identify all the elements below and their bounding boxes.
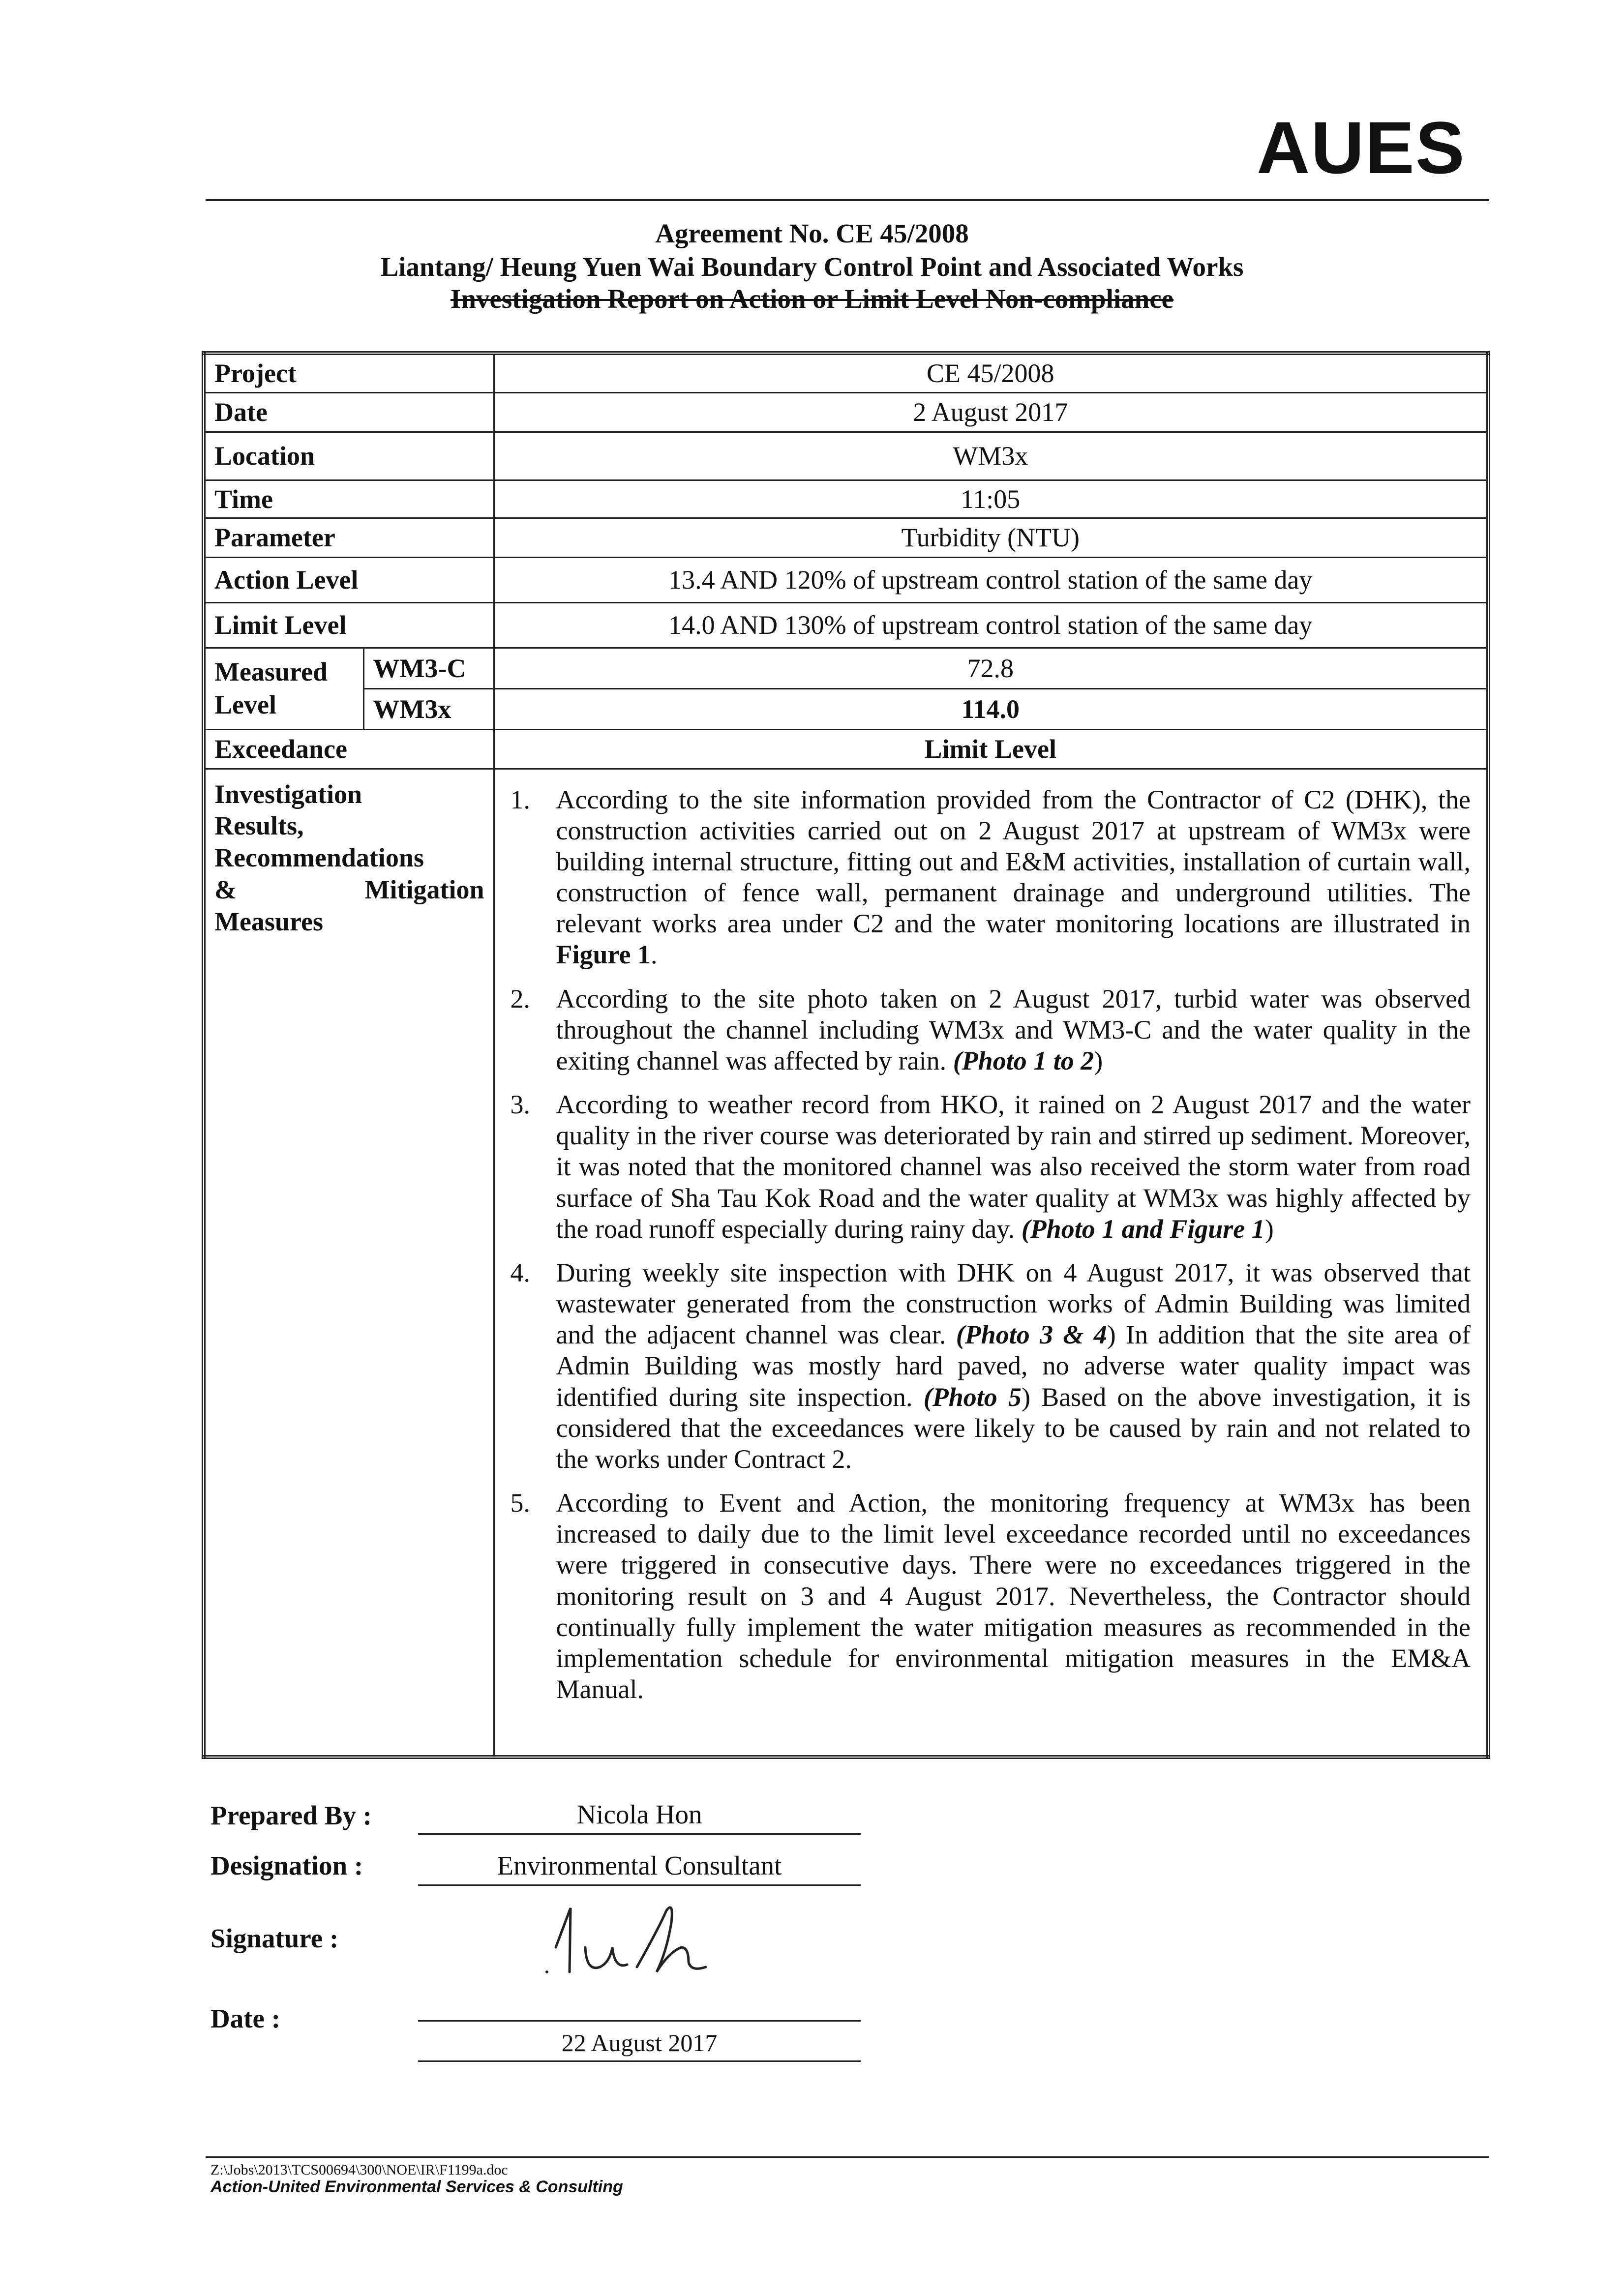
prepared-by-label: Prepared By : (211, 1800, 372, 1830)
measured-value-wm3c: 72.8 (494, 648, 1488, 688)
finding-ref-2: (Photo 1 to 2 (953, 1045, 1094, 1075)
measured-station-wm3x: WM3x (363, 688, 494, 729)
measured-level-label: Measured Level (204, 648, 363, 729)
header-rule (206, 199, 1489, 201)
designation-line (418, 1884, 861, 1886)
finding-item-5 (500, 1488, 1471, 1705)
finding-ref-3: (Photo 1 and Figure 1 (1021, 1214, 1265, 1244)
date-signoff-bottom-line (418, 2060, 861, 2062)
finding-number-2: 2. (510, 984, 530, 1014)
measured-value-wm3x: 114.0 (494, 688, 1488, 729)
investigation-label-mitigation: Mitigation (364, 874, 484, 904)
investigation-label (204, 769, 494, 1757)
designation-value: Environmental Consultant (497, 1850, 782, 1880)
report-title-text: Investigation Report on Action or Limit Level Non-compliance (450, 284, 1174, 314)
date-signoff-label: Date : (211, 2003, 281, 2033)
finding-number-4: 4. (510, 1257, 530, 1287)
parameter-value: Turbidity (NTU) (494, 518, 1488, 557)
finding-text-3: According to weather record from HKO, it rained on 2 August 2017 and the water quality in the river course was deteriorated by rain and stirred up sediment. Moreover, it was noted that the monitored channel was also received the storm water from road surface of Sha Tau Kok Road and the water quality at WM3x was highly affected by the road runoff especially during rainy day. (556, 1090, 1471, 1244)
finding-item-3 (500, 1089, 1471, 1245)
aues-logo: AUES (1257, 106, 1466, 189)
location-value: WM3x (494, 432, 1488, 480)
footer-company: Action-United Environmental Services & Consulting (211, 2177, 623, 2196)
exceedance-value: Limit Level (494, 729, 1488, 769)
finding-text-5: According to Event and Action, the monitoring frequency at WM3x has been increased to daily due to the limit level exceedance recorded until no exceedances were triggered in consecutive days. There were no exceedances triggered in the monitoring result on 3 and 4 August 2017. Nevertheless, the Contractor should continually fully implement the water mitigation measures as recommended in the implementation schedule for environmental mitigation measures in the EM&A Manual. (556, 1488, 1471, 1704)
signature-label: Signature : (211, 1923, 339, 1953)
finding-item-4 (500, 1257, 1471, 1475)
prepared-by-line (418, 1833, 861, 1835)
finding-item-1 (500, 784, 1471, 971)
finding-text-4c: ) Based on the above investigation, it is considered that the exceedances were likely to be caused by rain and not related to the works under Contract 2. (556, 1382, 1471, 1474)
investigation-label-line-4 (214, 874, 484, 906)
designation-label: Designation : (211, 1850, 363, 1880)
investigation-label-line-5: Measures (214, 906, 323, 936)
finding-ref-1: Figure 1 (556, 940, 651, 970)
finding-text-1: According to the site information provided from the Contractor of C2 (DHK), the construction activities carried out on 2 August 2017 at upstream of WM3x were building internal structure, fitting out and E&M activities, installation of curtain wall, construction of fence wall, permanent drainage and underground utilities. The relevant works area under C2 and the water monitoring locations are illustrated in (556, 784, 1471, 939)
investigation-label-line-1: Investigation (214, 779, 362, 809)
limit-level-value: 14.0 AND 130% of upstream control station of the same day (494, 602, 1488, 648)
agreement-title: Agreement No. CE 45/2008 (655, 218, 969, 248)
project-title: Liantang/ Heung Yuen Wai Boundary Control Point and Associated Works (380, 252, 1244, 282)
parameter-label: Parameter (204, 518, 494, 557)
action-level-label: Action Level (204, 557, 494, 602)
findings-list (500, 784, 1471, 1705)
footer-rule (206, 2156, 1489, 2158)
limit-level-label: Limit Level (204, 602, 494, 648)
investigation-content (494, 769, 1488, 1757)
project-value: CE 45/2008 (494, 353, 1488, 392)
finding-number-5: 5. (510, 1488, 530, 1518)
date-label: Date (204, 392, 494, 432)
investigation-label-amp: & (214, 874, 237, 904)
investigation-label-line-2: Results, (214, 811, 304, 841)
finding-number-3: 3. (510, 1090, 530, 1120)
date-value: 2 August 2017 (494, 392, 1488, 432)
report-table (202, 351, 1490, 1759)
finding-ref-4b: (Photo 5 (923, 1382, 1022, 1412)
time-label: Time (204, 480, 494, 518)
finding-text-4b: ) In addition that the site area of Admin Building was mostly hard paved, no adverse water quality impact was identified during site inspection. (556, 1320, 1471, 1412)
finding-text-4a: During weekly site inspection with DHK on 4 August 2017, it was observed that wastewater generated from the construction works of Admin Building was limited and the adjacent channel was clear. (556, 1257, 1471, 1350)
action-level-value: 13.4 AND 120% of upstream control station of the same day (494, 557, 1488, 602)
project-label: Project (204, 353, 494, 392)
location-label: Location (204, 432, 494, 480)
date-signoff-line (418, 2020, 861, 2022)
finding-number-1: 1. (510, 784, 530, 814)
exceedance-label: Exceedance (204, 729, 494, 769)
measured-station-wm3c: WM3-C (363, 648, 494, 688)
prepared-by-value: Nicola Hon (576, 1799, 702, 1829)
investigation-label-line-3: Recommendations (214, 843, 424, 873)
finding-tail-1: . (650, 940, 658, 970)
signature-image (541, 1898, 748, 1982)
footer-file-path: Z:\Jobs\2013\TCS00694\300\NOE\IR\F1199a.doc (211, 2162, 508, 2178)
finding-text-2: According to the site photo taken on 2 August 2017, turbid water was observed throughout the channel including WM3x and WM3-C and the water quality in the exiting channel was affected by rain. (556, 984, 1471, 1075)
time-value: 11:05 (494, 480, 1488, 518)
date-signoff-value: 22 August 2017 (561, 2029, 718, 2057)
finding-item-2 (500, 984, 1471, 1077)
finding-tail-3: ) (1264, 1214, 1274, 1244)
finding-tail-2: ) (1094, 1045, 1103, 1075)
report-title (0, 285, 1624, 312)
finding-ref-4a: (Photo 3 & 4 (956, 1320, 1107, 1350)
